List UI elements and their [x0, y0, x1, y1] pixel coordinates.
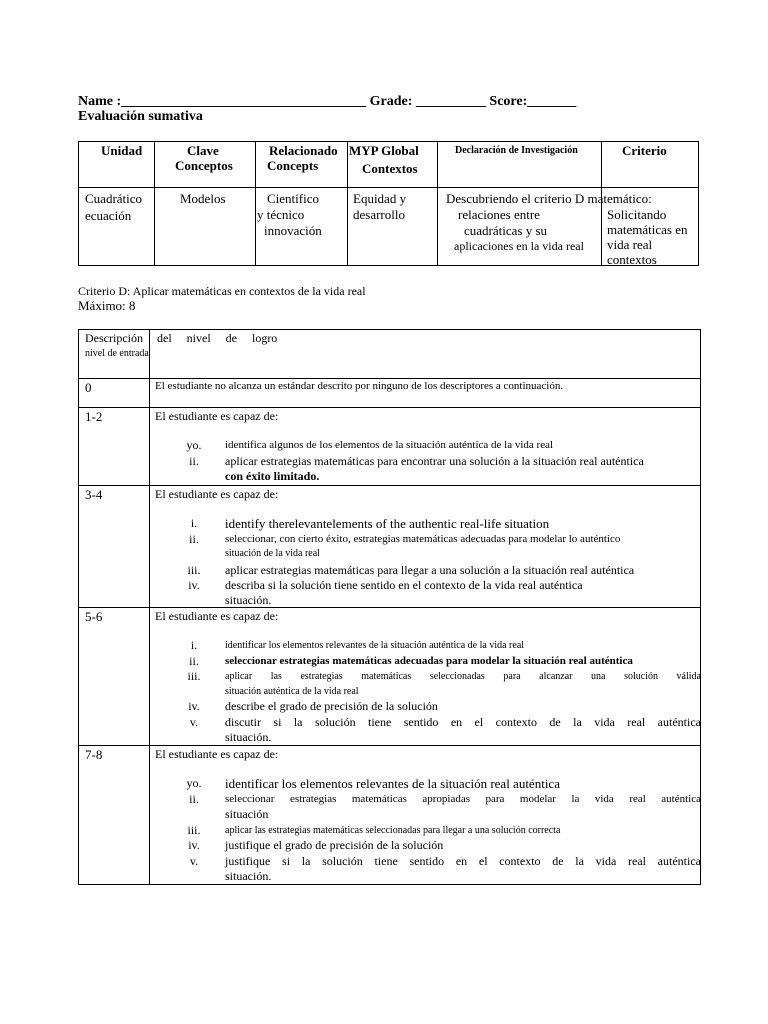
cell-clave: Modelos [180, 191, 226, 206]
rubric-header-descripcion: Descripción [85, 331, 143, 345]
cell-unidad-2: ecuación [85, 208, 132, 223]
level-7-8-item-3-num: iii. [187, 823, 201, 837]
level-5-6-label: 5-6 [85, 609, 103, 624]
header-criterio: Criterio [622, 143, 667, 158]
level-5-6-item-1-num: i. [190, 638, 198, 652]
level-3-4-item-2: seleccionar, con cierto éxito, estrategias matemáticas adecuadas para modelar lo auténtico [225, 533, 621, 545]
level-5-6-item-5-cont: situación. [225, 730, 272, 744]
level-5-6-item-4-num: iv. [188, 699, 200, 713]
cell-myp-2: desarrollo [353, 207, 405, 222]
cell-declaracion-1: Descubriendo el criterio D matemático: [446, 191, 652, 206]
level-1-2-item-2-cont: con éxito limitado. [225, 469, 320, 483]
cell-declaracion-4: aplicaciones en la vida real [454, 239, 584, 253]
cell-declaracion-2: relaciones entre [458, 207, 540, 222]
level-7-8-item-5: justifique si la solución tiene sentido en el contexto de la vida real auténtica [225, 854, 701, 868]
level-7-8-item-1: identificar los elementos relevantes de la situación real auténtica [225, 776, 560, 791]
level-3-4-item-1-num: i. [190, 516, 198, 530]
header-relacionado: Relacionado [269, 143, 338, 158]
level-7-8-item-2-cont: situación [225, 807, 269, 821]
level-5-6-item-5-num: v. [189, 715, 199, 729]
level-3-4-item-3: aplicar estrategias matemáticas para llegar a una solución a la situación real auténtica [225, 563, 635, 577]
level-7-8-item-2: seleccionar estrategias matemáticas apropiadas para modelar la vida real auténtica [225, 793, 701, 805]
level-5-6-item-4: describe el grado de precisión de la solución [225, 699, 438, 713]
level-7-8-item-1-num: yo. [186, 776, 202, 790]
level-1-2-label: 1-2 [85, 409, 103, 424]
cell-criterio-3: vida real [607, 237, 653, 252]
level-1-2-item-2-num: ii. [189, 454, 199, 468]
level-5-6-item-3-cont: situación auténtica de la vida real [225, 686, 359, 697]
unit-planner-table [78, 141, 699, 266]
header-unidad: Unidad [101, 143, 143, 158]
level-5-6-stem: El estudiante es capaz de: [155, 609, 279, 623]
level-7-8-label: 7-8 [85, 747, 103, 762]
header-clave: Clave [187, 143, 219, 158]
level-5-6-item-2-num: ii. [189, 654, 199, 668]
level-7-8-item-2-num: ii. [189, 792, 199, 806]
level-5-6-item-3-num: iii. [187, 669, 201, 683]
header-relacionado-2: Concepts [267, 158, 319, 173]
cell-myp-1: Equidad y [353, 191, 407, 206]
level-7-8-item-4: justifique el grado de precisión de la solución [225, 838, 444, 852]
cell-criterio-4: contextos [607, 252, 657, 267]
level-3-4-item-4-cont: situación. [225, 593, 272, 607]
level-1-2-item-1-num: yo. [186, 438, 202, 452]
level-3-4-item-3-num: iii. [187, 563, 201, 577]
level-5-6-item-3: aplicar las estrategias matemáticas seleccionadas para alcanzar una solución válida [225, 671, 701, 682]
cell-relacionado-1: Científico [267, 191, 319, 206]
level-5-6-item-5: discutir si la solución tiene sentido en el contexto de la vida real auténtica [225, 715, 701, 729]
criterion-title: Criterio D: Aplicar matemáticas en contextos de la vida real [78, 284, 366, 298]
rubric-header-nivel: nivel de entrada [85, 348, 149, 359]
level-7-8-item-4-num: iv. [188, 838, 200, 852]
level-3-4-item-2-cont: situación de la vida real [225, 548, 320, 559]
level-3-4-item-1: identify therelevantelements of the authentic real-life situation [225, 516, 550, 531]
level-7-8-item-5-cont: situación. [225, 869, 272, 883]
level-5-6-item-1: identificar los elementos relevantes de la situación auténtica de la vida real [225, 640, 525, 651]
level-1-2-item-2: aplicar estrategias matemáticas para encontrar una solución a la situación real auténtica [225, 454, 644, 468]
header-myp-2: Contextos [362, 161, 418, 176]
level-1-2-item-1: identifica algunos de los elementos de la situación auténtica de la vida real [225, 439, 554, 451]
cell-relacionado-2: y técnico [257, 207, 305, 222]
header-myp: MYP Global [349, 143, 419, 158]
level-3-4-stem: El estudiante es capaz de: [155, 487, 279, 501]
cell-criterio-2: matemáticas en [607, 222, 688, 237]
level-7-8-item-5-num: v. [189, 854, 199, 868]
level-0-label: 0 [85, 380, 92, 395]
header-declaracion: Declaración de Investigación [455, 145, 578, 156]
document-subtitle: Evaluación sumativa [78, 109, 203, 124]
cell-criterio-1: Solicitando [607, 207, 667, 222]
level-0-description: El estudiante no alcanza un estándar descrito por ninguno de los descriptores a continuación. [155, 380, 564, 392]
level-7-8-item-3: aplicar las estrategias matemáticas seleccionadas para llegar a una solución correcta [225, 825, 561, 836]
level-3-4-item-4: describa si la solución tiene sentido en el contexto de la vida real auténtica [225, 578, 583, 592]
level-3-4-label: 3-4 [85, 487, 103, 502]
level-3-4-item-2-num: ii. [189, 532, 199, 546]
level-7-8-stem: El estudiante es capaz de: [155, 747, 279, 761]
header-clave-2: Conceptos [175, 158, 233, 173]
rubric-header-logro: del nivel de logro [157, 331, 278, 345]
cell-relacionado-3: innovación [264, 223, 322, 238]
cell-declaracion-3: cuadráticas y su [464, 223, 548, 238]
level-3-4-item-4-num: iv. [188, 578, 200, 592]
level-5-6-item-2: seleccionar estrategias matemáticas adecuadas para modelar la situación real auténtica [225, 655, 633, 667]
student-info-line: Name :___________________________________ Grade: __________ Score:_______ [78, 94, 577, 109]
cell-unidad-1: Cuadrático [85, 191, 143, 206]
rubric-table [78, 329, 701, 885]
level-1-2-stem: El estudiante es capaz de: [155, 409, 279, 423]
criterion-max: Máximo: 8 [78, 298, 136, 313]
